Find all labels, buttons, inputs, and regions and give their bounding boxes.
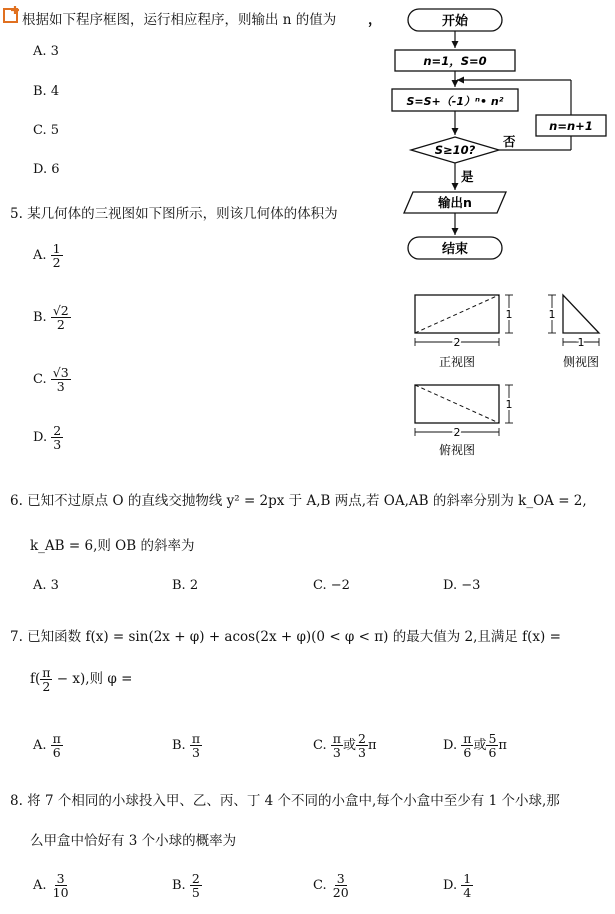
- q4-option-a: A. 3: [33, 44, 59, 59]
- q8-option-c: C. $\frac{3}{20}$: [313, 871, 349, 901]
- q4-comma: ，: [368, 12, 382, 28]
- q6-line2: k_AB = 6,则 OB 的斜率为: [30, 538, 195, 554]
- q5-option-c: C. $\frac{√3}{3}$: [33, 365, 69, 395]
- top-view-label: 俯视图: [438, 443, 476, 457]
- q8-option-d: D. $\frac{1}{4}$: [443, 871, 472, 901]
- front-view-label: 正视图: [438, 355, 476, 369]
- flowchart: [380, 0, 610, 270]
- q8-option-b: B. $\frac{2}{5}$: [172, 871, 200, 901]
- q6-line1: 6. 已知不过原点 O 的直线交抛物线 y² = 2px 于 A,B 两点,若 OA,AB 的斜率分别为 k_OA = 2,: [10, 493, 587, 509]
- q5-number: 5.: [10, 206, 23, 222]
- q5-option-a: A. $\frac{1}{2}$: [33, 241, 61, 271]
- q7-option-c: C. $\frac{\pi}{3}$ 或 $\frac{2}{3}$ π: [313, 731, 377, 761]
- q4-option-b: B. 4: [33, 84, 60, 99]
- side-view-label: 侧视图: [562, 355, 600, 369]
- side-view-triangle: [563, 295, 599, 333]
- q7-option-a: A. $\frac{\pi}{6}$: [33, 731, 61, 761]
- q7-line2: f( $\frac{\pi}{2}$ − x),则 φ =: [30, 665, 133, 695]
- q4-stem: 根据如下程序框图，运行相应程序，则输出 n 的值为: [22, 12, 337, 28]
- q4-option-d: D. 6: [33, 162, 60, 177]
- top-view-height: 1: [505, 398, 513, 411]
- q6-option-b: B. 2: [172, 578, 199, 593]
- side-view-height: 1: [548, 308, 556, 321]
- q7-option-d: D. $\frac{\pi}{6}$ 或 $\frac{5}{6}$ π: [443, 731, 507, 761]
- flowchart-init-text: n=1，S=0: [423, 54, 487, 68]
- q7-line1: 7. 已知函数 f(x) = sin(2x + φ) + acos(2x + φ)(0 < φ < π) 的最大值为 2,且满足 f(x) =: [10, 629, 561, 645]
- q5-text: 某几何体的三视图如下图所示，则该几何体的体积为: [27, 206, 338, 222]
- front-view-height: 1: [505, 308, 513, 321]
- q8-option-a: A. $\frac{3}{10}$: [33, 871, 69, 901]
- flowchart-yes-label: 是: [461, 169, 474, 184]
- q8-line1: 8. 将 7 个相同的小球投入甲、乙、丙、丁 4 个不同的小盒中,每个小盒中至少有 1 个小球,那: [10, 793, 560, 809]
- front-view-width: 2: [453, 336, 461, 349]
- q6-option-a: A. 3: [33, 578, 59, 593]
- flowchart-no-label: 否: [503, 134, 516, 149]
- flowchart-end-text: 结束: [441, 242, 469, 257]
- three-views-figure: [400, 285, 610, 460]
- q6-option-d: D. −3: [443, 578, 481, 593]
- flowchart-process-text: S=S+（-1）ⁿ• n²: [406, 95, 504, 108]
- q5-stem: [10, 202, 338, 222]
- flowchart-condition-text: S≥10?: [434, 143, 476, 157]
- q6-option-c: C. −2: [313, 578, 350, 593]
- top-view-width: 2: [453, 426, 461, 439]
- document-logo-icon: [2, 4, 22, 24]
- flowchart-start-text: 开始: [441, 14, 469, 29]
- q5-option-b: B. $\frac{√2}{2}$: [33, 303, 69, 333]
- q5-option-d: D. $\frac{2}{3}$: [33, 423, 62, 453]
- q4-option-c: C. 5: [33, 123, 60, 138]
- side-view-width: 1: [577, 336, 585, 349]
- flowchart-output-text: 输出n: [438, 195, 472, 210]
- flowchart-update-text: n=n+1: [549, 119, 593, 133]
- q7-option-b: B. $\frac{\pi}{3}$: [172, 731, 201, 761]
- q8-line2: 么甲盒中恰好有 3 个小球的概率为: [30, 833, 237, 849]
